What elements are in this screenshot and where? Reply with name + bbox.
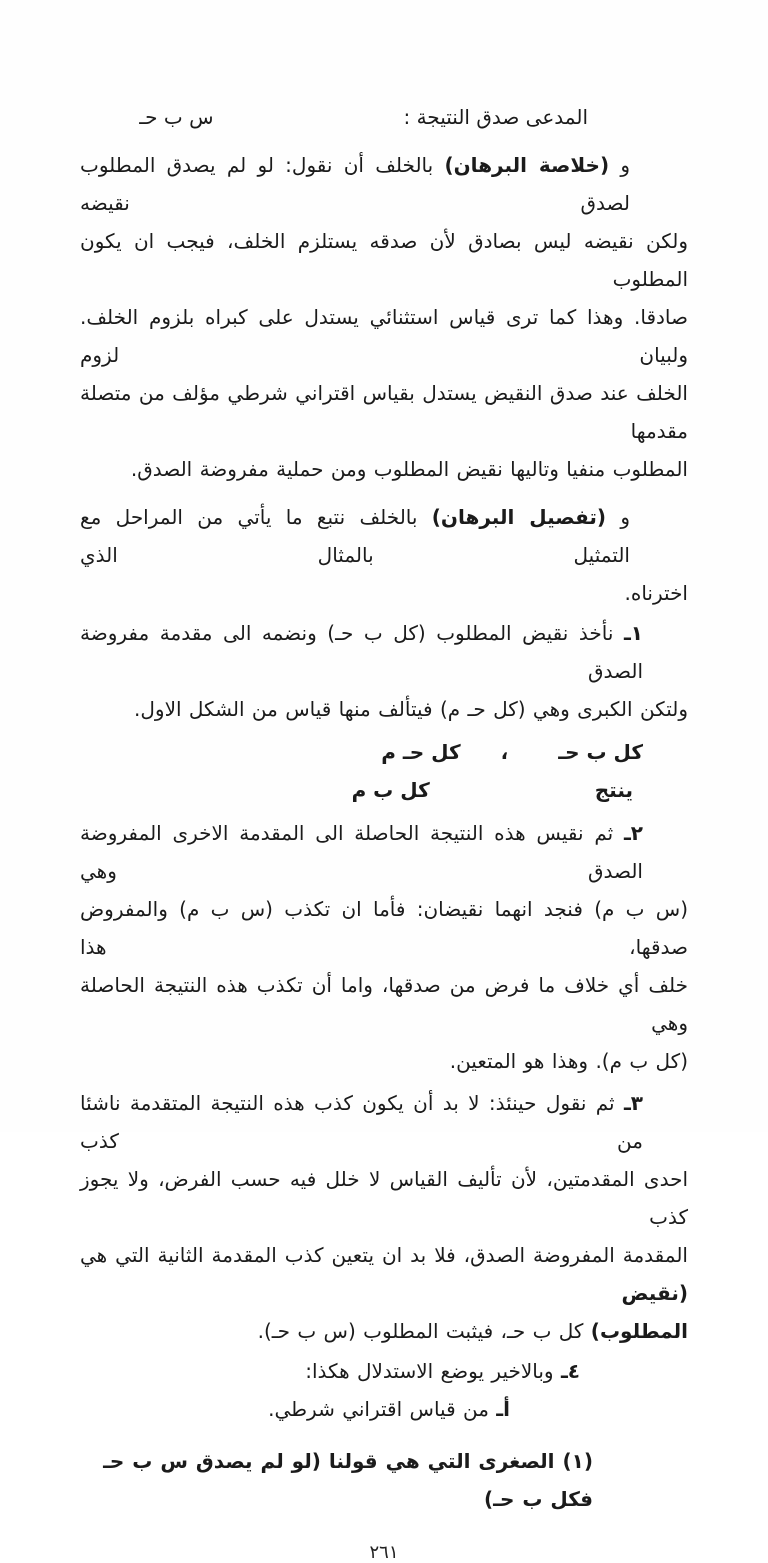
paragraph-line: (س ب م) فنجد انهما نقيضان: فأما ان تكذب (س ب م) والمفروض صدقها، هذا — [80, 897, 688, 959]
bold-title: (تفصيل البرهان) — [431, 505, 607, 529]
text-run: بالخلف أن نقول: لو لم يصدق المطلوب لصدق نقيضه — [80, 153, 630, 215]
claim-line — [80, 98, 688, 136]
text-run: نأخذ نقيض المطلوب (كل ب حـ) ونضمه الى مقدمة مفروضة الصدق — [80, 621, 643, 683]
step-a-line — [80, 1390, 688, 1428]
summary-paragraph — [80, 146, 688, 488]
step-number: ٤ـ — [560, 1359, 580, 1383]
paragraph-line — [80, 614, 688, 690]
conclusion-text: كل ب م — [351, 778, 430, 802]
paragraph-line: صادقا. وهذا كما ترى قياس استثنائي يستدل على كبراه بلزوم الخلف. ولبيان لزوم — [80, 305, 688, 367]
syllogism-display — [80, 733, 688, 809]
paragraph-line — [80, 1312, 688, 1350]
text-run: و — [606, 505, 631, 529]
yields-label: ينتج — [594, 778, 633, 802]
paragraph-line — [80, 1084, 688, 1160]
bold-run: (نقيض — [621, 1281, 688, 1305]
minor-premise-statement: (١) الصغرى التي هي قولنا (لو لم يصدق س ب حـ فكل ب حـ) — [103, 1449, 593, 1511]
step-2 — [80, 814, 688, 1080]
minor-premise: كل ب حـ — [558, 740, 643, 764]
step-letter: أـ — [496, 1397, 510, 1421]
detail-paragraph — [80, 498, 688, 612]
premise-separator: ، — [500, 740, 509, 764]
syllogism-conclusion — [80, 771, 688, 809]
text-run: المقدمة المفروضة الصدق، فلا بد ان يتعين كذب المقدمة الثانية التي هي — [80, 1243, 688, 1267]
claim-label: المدعى صدق النتيجة : — [403, 105, 588, 129]
paragraph-line: المطلوب منفيا وتاليها نقيض المطلوب ومن حملية مفروضة الصدق. — [130, 457, 688, 481]
paragraph-line: احدى المقدمتين، لأن تأليف القياس لا خلل فيه حسب الفرض، ولا يجوز كذب — [80, 1167, 688, 1229]
step-number: ٣ـ — [623, 1091, 643, 1115]
bold-title: (خلاصة البرهان) — [444, 153, 610, 177]
paragraph-line — [80, 498, 688, 574]
bold-run: المطلوب) — [590, 1319, 688, 1343]
text-run: بالخلف نتبع ما يأتي من المراحل مع التمثيل بالمثال الذي — [80, 505, 630, 567]
paragraph-line — [80, 1236, 688, 1312]
paragraph-line: ولكن نقيضه ليس بصادق لأن صدقه يستلزم الخلف، فيجب ان يكون المطلوب — [80, 229, 688, 291]
syllogism-premises — [80, 733, 688, 771]
step-number: ١ـ — [623, 621, 643, 645]
step-3 — [80, 1084, 688, 1350]
text-run: و — [609, 153, 631, 177]
page-number: ٢٦١ — [369, 1542, 399, 1563]
paragraph-line: الخلف عند صدق النقيض يستدل بقياس اقتراني شرطي مؤلف من متصلة مقدمها — [80, 381, 688, 443]
text-run: وبالاخير يوضع الاستدلال هكذا: — [305, 1359, 561, 1383]
major-premise: كل حـ م — [381, 740, 461, 764]
paragraph-line — [80, 1352, 688, 1390]
paragraph-line — [80, 146, 688, 222]
paragraph-line: اخترناه. — [624, 581, 688, 605]
paragraph-line: ولتكن الكبرى وهي (كل حـ م) فيتألف منها قياس من الشكل الاول. — [134, 697, 688, 721]
paragraph-line — [80, 814, 688, 890]
step-4 — [80, 1352, 688, 1428]
step-1 — [80, 614, 688, 728]
text-run: كل ب حـ، فيثبت المطلوب (س ب حـ). — [257, 1319, 591, 1343]
text-run: من قياس اقتراني شرطي. — [268, 1397, 497, 1421]
text-run: ثم نقول حينئذ: لا بد أن يكون كذب هذه النتيجة المتقدمة ناشئا من كذب — [80, 1091, 643, 1153]
paragraph-line: خلف أي خلاف ما فرض من صدقها، واما أن تكذب هذه النتيجة الحاصلة وهي — [80, 973, 688, 1035]
text-run: ثم نقيس هذه النتيجة الحاصلة الى المقدمة الاخرى المفروضة الصدق وهي — [80, 821, 643, 883]
step-number: ٢ـ — [623, 821, 643, 845]
paragraph-line: (كل ب م). وهذا هو المتعين. — [449, 1049, 688, 1073]
claim-value: س ب حـ — [139, 105, 214, 129]
